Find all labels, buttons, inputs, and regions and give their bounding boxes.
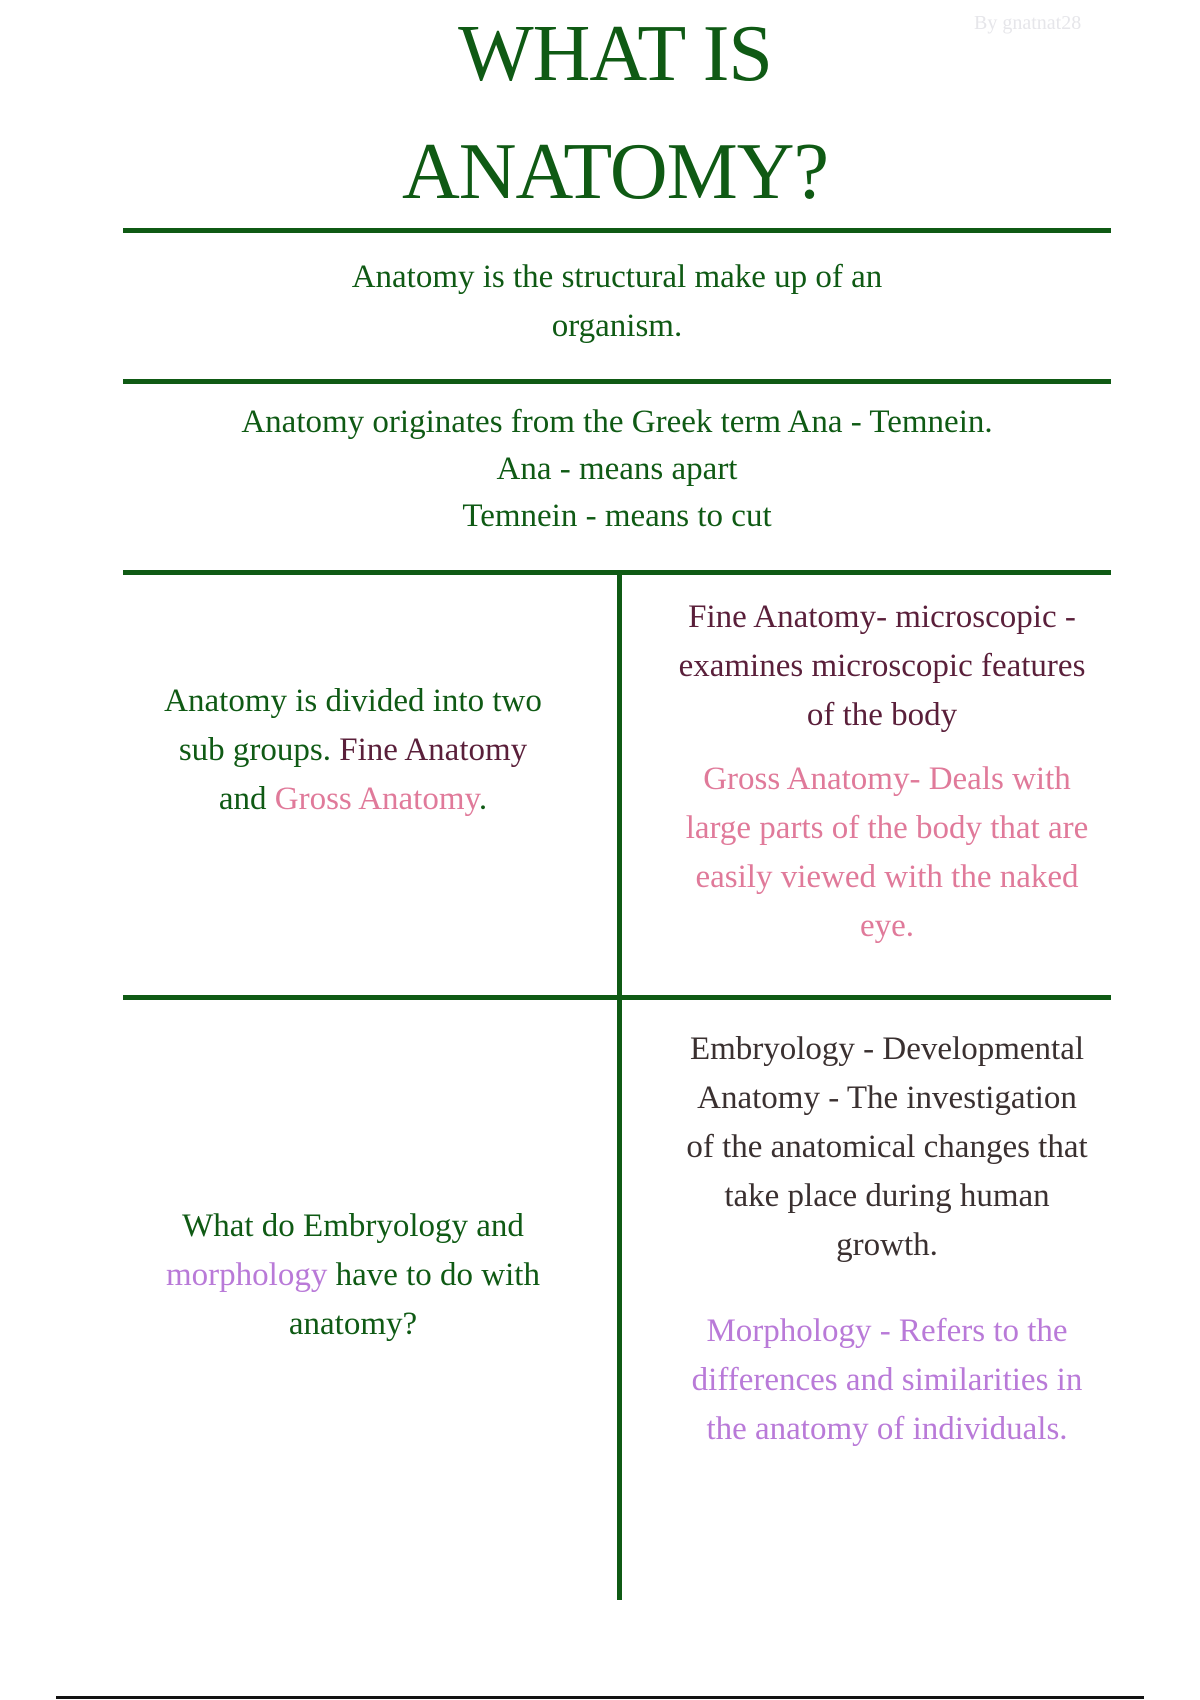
bottom-rule — [56, 1696, 1144, 1699]
subgroups-text-plain: . — [478, 781, 488, 817]
origin-line: Ana - means apart — [496, 451, 738, 487]
subgroups-text-plain: sub groups. — [178, 732, 340, 768]
definition-text — [123, 253, 1111, 351]
subgroups-text-plain: and — [218, 781, 275, 817]
gross-anatomy-line: large parts of the body that are — [685, 810, 1089, 846]
question-text — [123, 1202, 583, 1349]
fine-anatomy-term: Fine Anatomy — [339, 732, 528, 768]
question-line — [123, 1251, 583, 1300]
gross-anatomy-line: Gross Anatomy- Deals with — [703, 761, 1071, 797]
question-line: What do Embryology and — [182, 1208, 524, 1244]
morphology-line: Morphology - Refers to the — [706, 1313, 1068, 1349]
embryology-line: Embryology - Developmental — [689, 1031, 1085, 1067]
subgroups-line: Anatomy is divided into two — [164, 683, 542, 719]
embryology-line: take place during human — [724, 1178, 1050, 1214]
divider-top — [123, 228, 1111, 233]
subgroups-line — [123, 726, 583, 775]
fine-anatomy-line: examines microscopic features — [678, 648, 1086, 684]
origin-text — [123, 399, 1111, 540]
definition-line: Anatomy is the structural make up of an — [351, 259, 883, 295]
gross-anatomy-term: Gross Anatomy — [274, 781, 479, 817]
gross-anatomy-definition — [642, 755, 1132, 951]
divider-definition — [123, 379, 1111, 384]
morphology-definition — [642, 1307, 1132, 1454]
morphology-line: the anatomy of individuals. — [706, 1411, 1068, 1447]
watermark: By gnatnat28 — [974, 12, 1082, 34]
divider-middle — [123, 995, 1111, 1000]
origin-line: Temnein - means to cut — [462, 498, 772, 534]
embryology-line: growth. — [836, 1227, 938, 1263]
definition-line: organism. — [551, 308, 683, 344]
page-title-line-1: WHAT IS — [458, 10, 772, 98]
morphology-term: morphology — [166, 1257, 328, 1293]
gross-anatomy-line: easily viewed with the naked — [695, 859, 1079, 895]
morphology-line: differences and similarities in — [691, 1362, 1083, 1398]
page-title-line-2: ANATOMY? — [401, 128, 829, 216]
column-divider — [617, 575, 622, 1600]
origin-line: Anatomy originates from the Greek term Ana - Temnein. — [241, 404, 993, 440]
fine-anatomy-line: Fine Anatomy- microscopic - — [688, 599, 1076, 635]
embryology-definition — [642, 1025, 1132, 1270]
fine-anatomy-definition — [642, 593, 1122, 740]
embryology-line: Anatomy - The investigation — [697, 1080, 1077, 1116]
gross-anatomy-line: eye. — [859, 908, 915, 944]
subgroups-text — [123, 677, 583, 824]
fine-anatomy-line: of the body — [806, 697, 958, 733]
embryology-line: of the anatomical changes that — [686, 1129, 1088, 1165]
question-text-plain: have to do with — [327, 1257, 540, 1293]
question-line: anatomy? — [288, 1306, 418, 1342]
subgroups-line — [123, 775, 583, 824]
